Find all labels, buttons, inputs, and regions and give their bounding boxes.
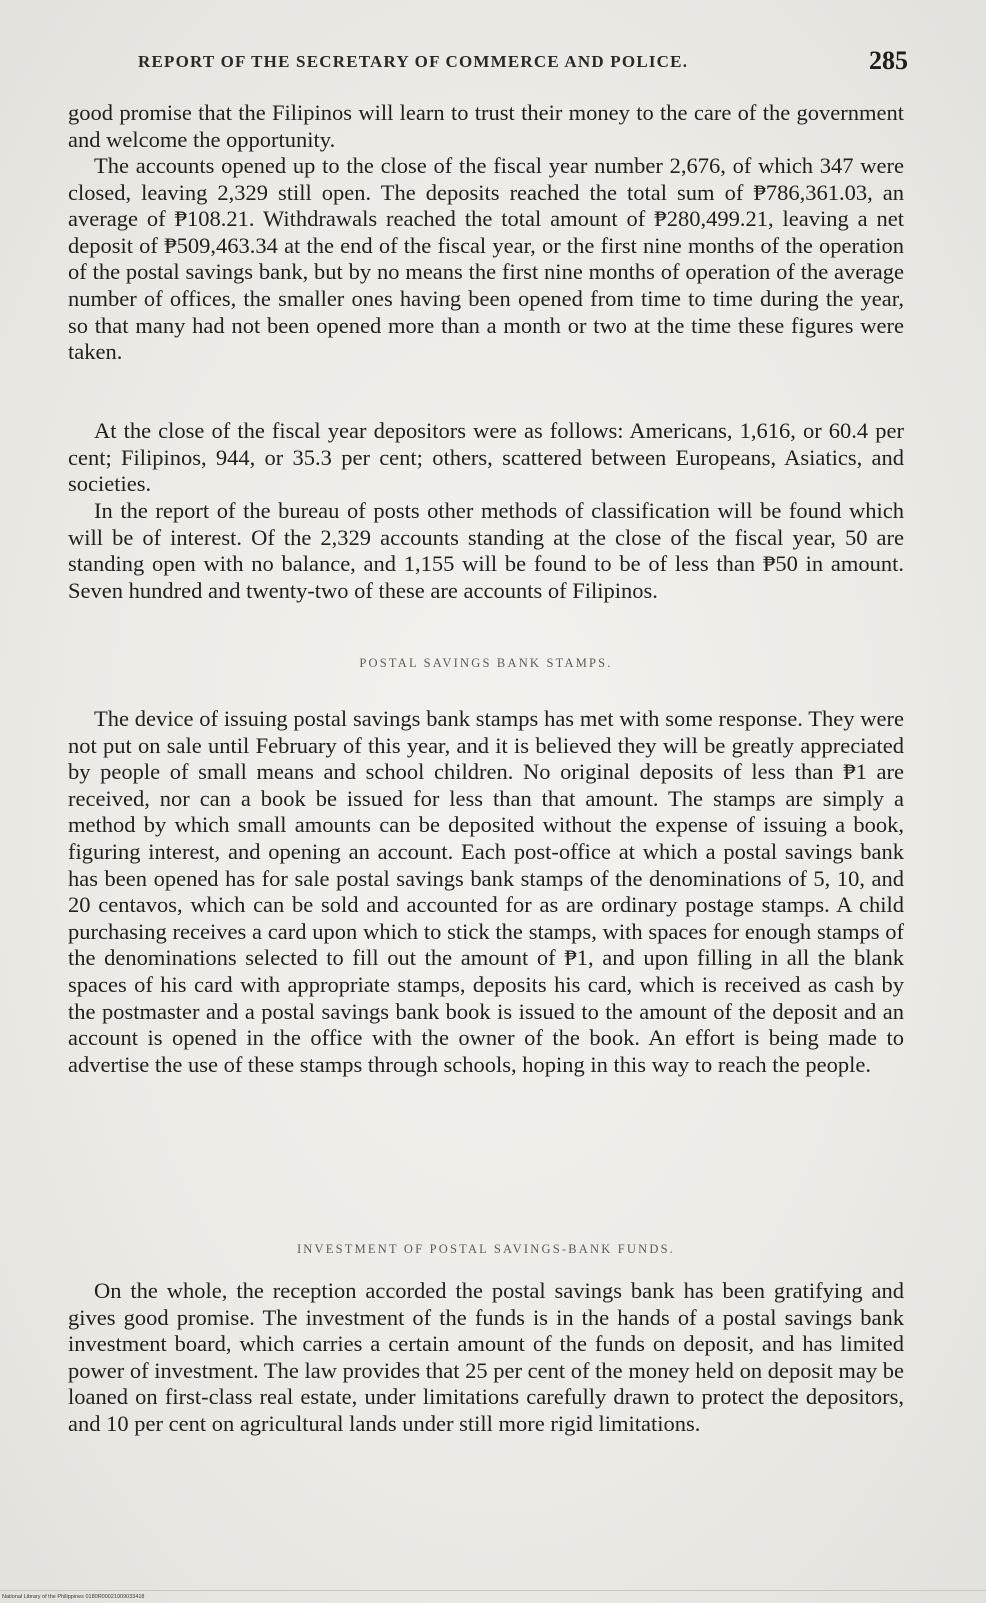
paragraph-accounts: The accounts opened up to the close of the fiscal year number 2,676, of which 347 were closed, leaving 2,329 still open. The deposits reached the total sum of ₱786,361.03, an average of ₱108.21. Withdrawals reached the total amount of ₱280,499.21, leaving a net deposit of ₱509,463.34 at the end of the fiscal year, or the first nine months of the operation of the postal savings bank, but by no means the first nine months of operation of the average number of offices, the smaller ones having been opened from time to time during the year, so that many had not been opened more than a month or two at the time these figures were taken. bbox=[68, 153, 904, 365]
paragraph-stamps: The device of issuing postal savings bank stamps has met with some response. They were not put on sale until February of this year, and it is believed they will be greatly appreciated by people of small means and school children. No original deposits of less than ₱1 are received, nor can a book be issued for less than that amount. The stamps are simply a method by which small amounts can be deposited without the expense of issuing a book, figuring interest, and opening an account. Each post-office at which a postal savings bank has been opened has for sale postal savings bank stamps of the denominations of 5, 10, and 20 centavos, which can be sold and accounted for as are ordinary postage stamps. A child purchasing receives a card upon which to stick the stamps, with spaces for enough stamps of the denominations selected to fill out the amount of ₱1, and upon filling in all the blank spaces of his card with appropriate stamps, deposits his card, which is received as cash by the postmaster and a postal savings bank book is issued to the amount of the deposit and an account is opened in the office with the owner of the book. An effort is being made to advertise the use of these stamps through schools, hoping in this way to reach the people. bbox=[68, 706, 904, 1077]
paragraph-classification: In the report of the bureau of posts other methods of classification will be found which will be of interest. Of the 2,329 accounts standing at the close of the fiscal year, 50 are standing open with no balance, and 1,155 will be found to be of less than ₱50 in amount. Seven hundred and twenty-two of these are accounts of Filipinos. bbox=[68, 498, 904, 603]
paragraph-depositors: At the close of the fiscal year depositors were as follows: Americans, 1,616, or 60.4 per cent; Filipinos, 944, or 35.3 per cent; others, scattered between Europeans, Asiatics, and societies. bbox=[68, 418, 904, 497]
page-number: 285 bbox=[869, 46, 908, 75]
paragraph-continuation: good promise that the Filipinos will learn to trust their money to the care of the government and welcome the opportunity. bbox=[68, 100, 904, 152]
section-heading-stamps: POSTAL SAVINGS BANK STAMPS. bbox=[359, 656, 613, 670]
section-heading-investment: INVESTMENT OF POSTAL SAVINGS-BANK FUNDS. bbox=[296, 1242, 676, 1256]
footer-rule bbox=[0, 1590, 986, 1591]
paragraph-investment: On the whole, the reception accorded the postal savings bank has been gratifying and gives good promise. The investment of the funds is in the hands of a postal savings bank investment board, which carries a certain amount of the funds on deposit, and has limited power of investment. The law provides that 25 per cent of the money held on deposit may be loaned on first-class real estate, under limitations carefully drawn to protect the depositors, and 10 per cent on agricultural lands under still more rigid limitations. bbox=[68, 1278, 904, 1436]
running-title: REPORT OF THE SECRETARY OF COMMERCE AND POLICE. bbox=[138, 52, 689, 71]
footer-credit: National Library of the Philippines 0180R00021009033418 bbox=[2, 1594, 145, 1600]
running-head bbox=[138, 44, 908, 76]
